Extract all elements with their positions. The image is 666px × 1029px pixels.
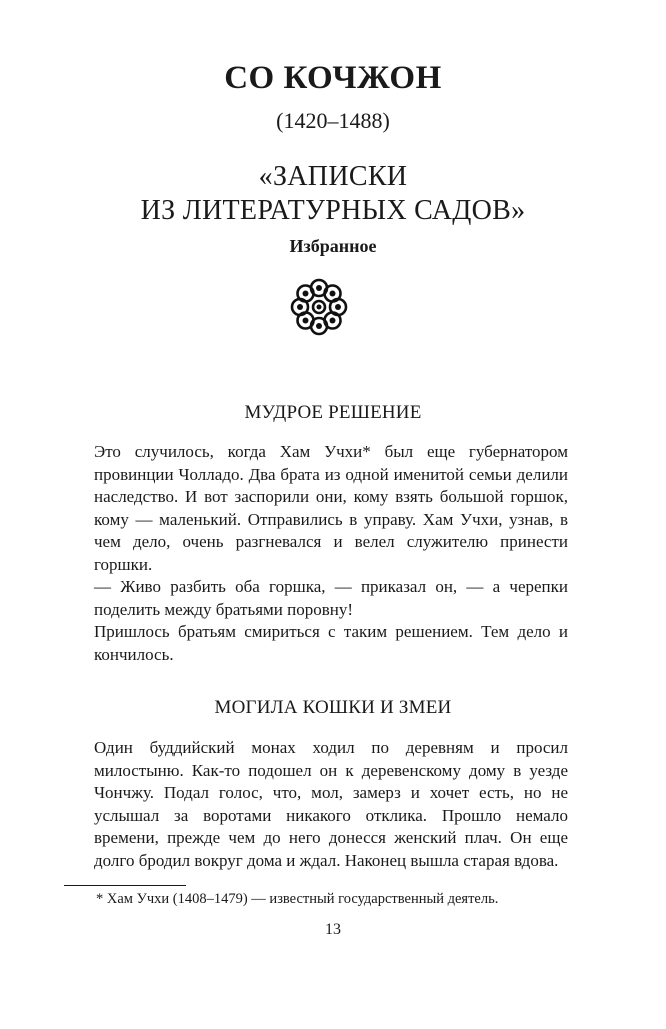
footnote: * Хам Учхи (1408–1479) — известный государственный деятель. (96, 891, 499, 907)
page-number: 13 (325, 921, 341, 938)
footnote-divider (64, 885, 186, 886)
work-subtitle: Избранное (289, 236, 377, 256)
paragraph: — Живо разбить оба горшка, — приказал он, — а черепки поделить между братьями поровну! (94, 577, 568, 619)
lotus-ornament-icon (288, 276, 350, 338)
paragraph: Это случилось, когда Хам Учхи* был еще губернатором провинции Чолладо. Два брата из одной именитой семьи делили наследство. И вот заспорили они, кому взять большой горшок, кому — маленький. Отправились в управу. Хам Учхи, узнав, в чем дело, очень разгневался и велел служителю принести горшки. (94, 442, 568, 574)
work-title (0, 160, 666, 228)
section-heading-cat-snake-grave: МОГИЛА КОШКИ И ЗМЕИ (214, 697, 452, 718)
paragraph: Один буддийский монах ходил по деревням и просил милостыню. Как-то подошел он к деревенскому дому в уезде Чончжу. Подал голос, что, мол, замерз и хочет есть, но не услышал за воротами никакого отклика. Прошло немало времени, прежде чем до него донесся женский плач. Он еще долго бродил вокруг дома и ждал. Наконец вышла старая вдова. (94, 738, 568, 870)
author-dates: (1420–1488) (276, 108, 390, 133)
author-name: СО КОЧЖОН (224, 60, 442, 96)
work-title-line-2: ИЗ ЛИТЕРАТУРНЫХ САДОВ» (140, 195, 526, 226)
work-title-line-1: «ЗАПИСКИ (258, 161, 408, 192)
section-heading-wise-decision: МУДРОЕ РЕШЕНИЕ (244, 402, 422, 423)
section-text-cat-snake-grave (94, 737, 568, 872)
paragraph: Пришлось братьям смириться с таким решением. Тем дело и кончилось. (94, 622, 568, 664)
section-text-wise-decision (94, 441, 568, 666)
